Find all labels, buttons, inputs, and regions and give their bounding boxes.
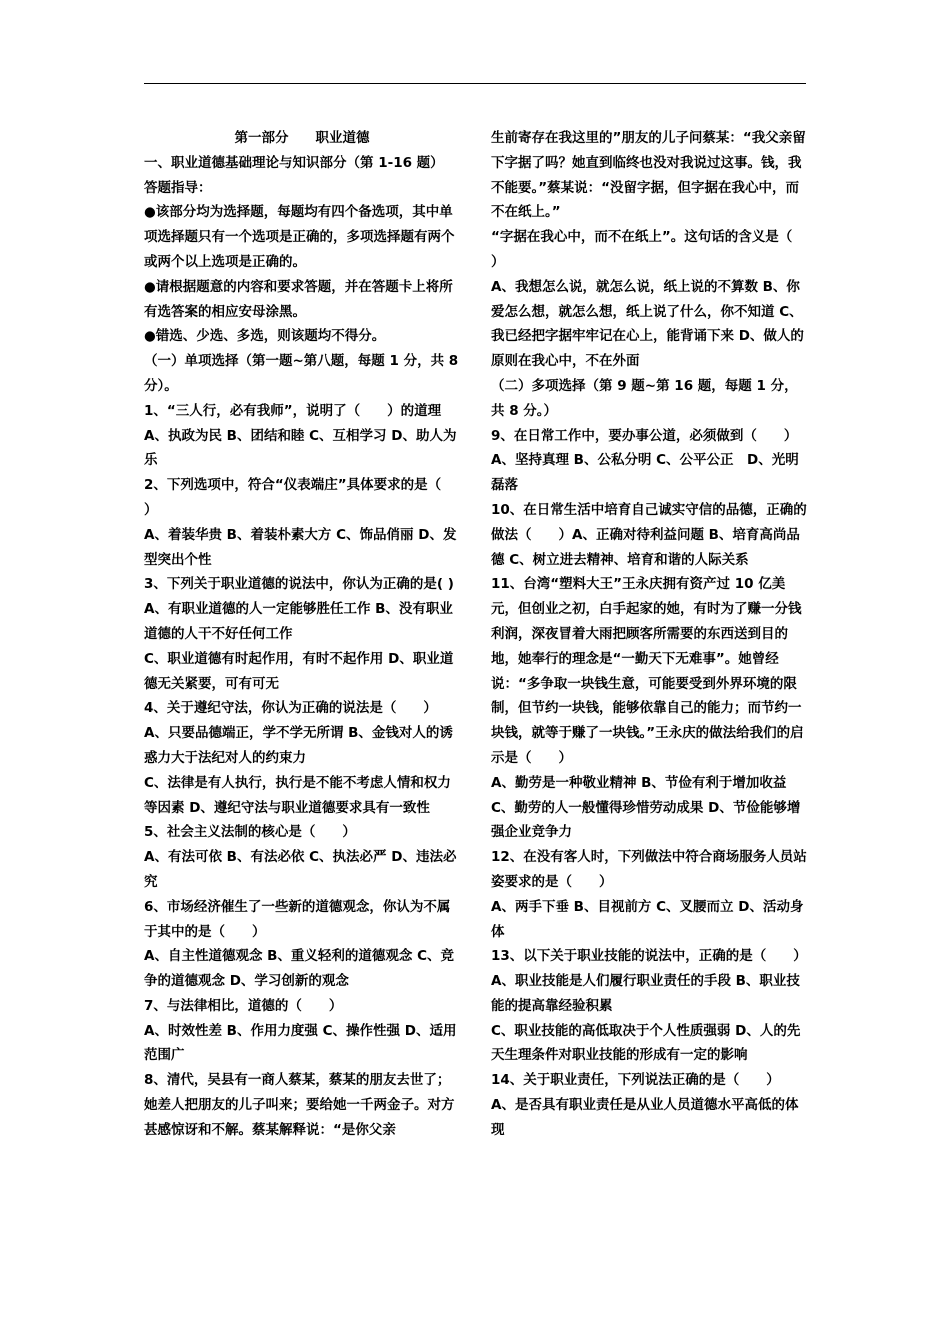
- question: 2、下列选项中，符合“仪表端庄”具体要求的是（ ）: [144, 477, 469, 518]
- question: 8、清代，吴县有一商人蔡某，蔡某的朋友去世了；她差人把朋友的儿子叫来；要给她一千两金子。对方甚感惊讶和不解。蔡某解释说：“是你父亲: [144, 1072, 455, 1138]
- section-title: 第一部分 职业道德: [234, 130, 370, 146]
- question: 4、关于遵纪守法，你认为正确的说法是（ ）: [144, 700, 437, 717]
- question-options: C、法律是有人执行，执行是不能不考虑人情和权力等因素 D、遵纪守法与职业道德要求具有一致性: [144, 774, 451, 816]
- question: 3、下列关于职业道德的说法中，你认为正确的是( ): [144, 576, 454, 593]
- question-options: A、勤劳是一种敬业精神 B、节俭有利于增加收益 C、勤劳的人一般懂得珍惜劳动成果 D、节俭能够增强企业竞争力: [491, 774, 801, 841]
- multiple-choice-heading: （二）多项选择（第 9 题~第 16 题，每题 1 分，共 8 分。）: [491, 377, 798, 419]
- question-options: A、两手下垂 B、目视前方 C、叉腰而立 D、活动身体: [491, 898, 804, 940]
- question-options: A、有法可依 B、有法必依 C、执法必严 D、违法必究: [144, 849, 457, 890]
- header-rule: [144, 83, 806, 84]
- question: “字据在我心中，而不在纸上”。这句话的含义是（ ）: [491, 229, 820, 270]
- instruction-item: ●错选、少选、多选，则该题均不得分。: [144, 328, 386, 345]
- question: 7、与法律相比，道德的（ ）: [144, 997, 343, 1014]
- question: 1、“三人行，必有我师”，说明了（ ）的道理: [144, 402, 442, 419]
- instruction-item: ●请根据题意的内容和要求答题，并在答题卡上将所有选答案的相应安母涂黑。: [144, 278, 453, 320]
- instruction-item: ●该部分均为选择题，每题均有四个备选项，其中单项选择题只有一个选项是正确的，多项选择题有两个或两个以上选项是正确的。: [144, 204, 455, 270]
- question: 12、在没有客人时，下列做法中符合商场服务人员站姿要求的是（ ）: [491, 849, 807, 890]
- question-options: A、自主性道德观念 B、重义轻利的道德观念 C、竞争的道德观念 D、学习创新的观念: [144, 948, 455, 990]
- instructions-label: 答题指导：: [144, 179, 212, 196]
- question: 14、关于职业责任，下列说法正确的是（ ）: [491, 1072, 780, 1089]
- question-options: A、执政为民 B、团结和睦 C、互相学习 D、助人为乐: [144, 427, 457, 469]
- left-column: [144, 126, 469, 1143]
- single-choice-heading: （一）单项选择（第一题~第八题，每题 1 分，共 8 分）。: [144, 353, 459, 394]
- question-options: A、只要品德端正，学不学无所谓 B、金钱对人的诱惑力大于法纪对人的约束力: [144, 725, 453, 766]
- question-options: A、着装华贵 B、着装朴素大方 C、饰品俏丽 D、发型突出个性: [144, 526, 457, 568]
- part-heading: 一、职业道德基础理论与知识部分（第 1-16 题）: [144, 154, 444, 171]
- question-options: A、时效性差 B、作用力度强 C、操作性强 D、适用范围广: [144, 1022, 457, 1064]
- question-options: C、职业技能的高低取决于个人性质强弱 D、人的先天生理条件对职业技能的形成有一定的影响: [491, 1022, 801, 1064]
- question-options: A、有职业道德的人一定能够胜任工作 B、没有职业道德的人干不好任何工作: [144, 601, 453, 642]
- question: 11、台湾“塑料大王”王永庆拥有资产过 10 亿美元，但创业之初，白手起家的她，有时为了赚一分钱利润，深夜冒着大雨把顾客所需要的东西送到目的地，她奉行的理念是“一勤天下无难事”。她曾经说：“多争取一块钱生意，可能要受到外界环境的限制，但节约一块钱，能够依靠自己的能力；而节约一块钱，就等于赚了一块钱。”王永庆的做法给我们的启示是（ ）: [491, 576, 804, 766]
- question-options: A、是否具有职业责任是从业人员道德水平高低的体现: [491, 1097, 799, 1138]
- question: 9、在日常工作中，要办事公道，必须做到（ ）: [491, 427, 798, 444]
- question-options: C、职业道德有时起作用，有时不起作用 D、职业道德无关紧要，可有可无: [144, 650, 454, 692]
- question: 6、市场经济催生了一些新的道德观念，你认为不属于其中的是（ ）: [144, 898, 451, 940]
- question: 5、社会主义法制的核心是（ ）: [144, 824, 356, 841]
- question-options: A、我想怎么说，就怎么说，纸上说的不算数 B、你爱怎么想，就怎么想，纸上说了什么，你不知道 C、我已经把字据牢牢记在心上，能背诵下来 D、做人的原则在我心中，不在外面: [491, 278, 804, 370]
- right-column: [491, 126, 820, 1143]
- question: 13、以下关于职业技能的说法中，正确的是（ ）A、职业技能是人们履行职业责任的手段 B、职业技能的提高靠经验积累: [491, 948, 807, 1014]
- question-continued: 生前寄存在我这里的”朋友的儿子问蔡某：“我父亲留下字据了吗？她直到临终也没对我说过这事。钱，我不能要。”蔡某说：“没留字据，但字据在我心中，而不在纸上。”: [491, 130, 806, 221]
- question: 10、在日常生活中培育自己诚实守信的品德，正确的做法（ ）A、正确对待利益问题 B、培育高尚品德 C、树立进去精神、培育和谐的人际关系: [491, 501, 807, 568]
- question-options: A、坚持真理 B、公私分明 C、公平公正 D、光明磊落: [491, 452, 799, 494]
